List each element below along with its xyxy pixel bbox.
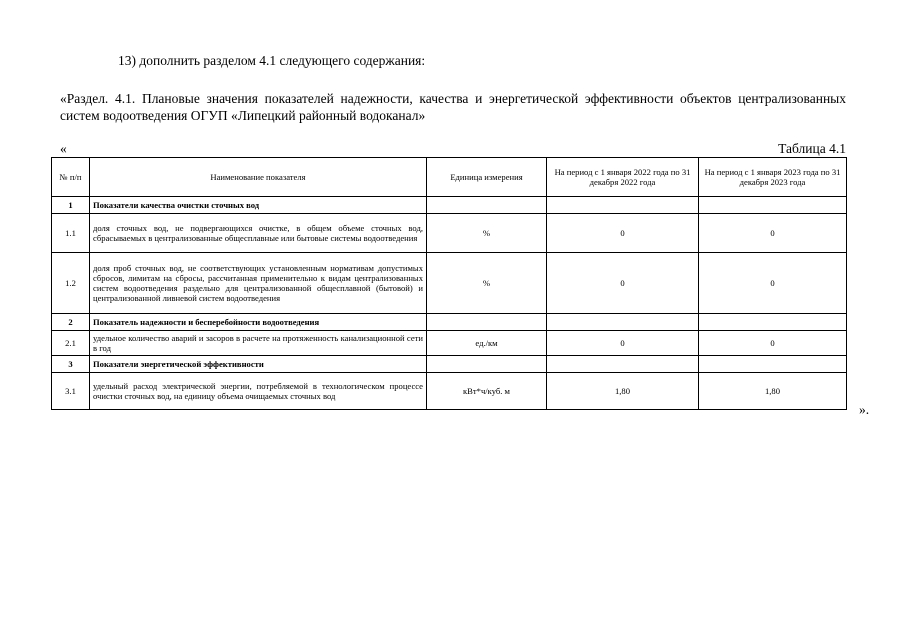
row-indicator: доля проб сточных вод, не соответствующих установленным нормативам допустимых сбросов, лимитам на сбросы, рассчитанная применительно к видам централизованных систем водоотведения раздельно для централизованной общесплавной (бытовой) и централизованной ливневой систем водоотведения bbox=[90, 253, 427, 314]
row-value-2023: 0 bbox=[699, 331, 847, 356]
row-value-2022: 0 bbox=[547, 214, 699, 253]
row-unit bbox=[427, 197, 547, 214]
row-unit: % bbox=[427, 253, 547, 314]
row-value-2023: 1,80 bbox=[699, 373, 847, 410]
row-number: 2 bbox=[52, 314, 90, 331]
col-header-period-2023: На период с 1 января 2023 года по 31 декабря 2023 года bbox=[699, 158, 847, 197]
table-row bbox=[52, 331, 847, 356]
row-number: 3.1 bbox=[52, 373, 90, 410]
col-header-period-2022: На период с 1 января 2022 года по 31 декабря 2022 года bbox=[547, 158, 699, 197]
row-unit bbox=[427, 356, 547, 373]
row-indicator: удельный расход электрической энергии, потребляемой в технологическом процессе очистки сточных вод, на единицу объема очищаемых сточных вод bbox=[90, 373, 427, 410]
row-value-2023: 0 bbox=[699, 253, 847, 314]
table-group-row bbox=[52, 197, 847, 214]
row-number: 2.1 bbox=[52, 331, 90, 356]
row-number: 1.2 bbox=[52, 253, 90, 314]
row-indicator: удельное количество аварий и засоров в расчете на протяженность канализационной сети в год bbox=[90, 331, 427, 356]
row-value-2022: 0 bbox=[547, 253, 699, 314]
row-indicator: Показатели качества очистки сточных вод bbox=[90, 197, 427, 214]
row-unit bbox=[427, 314, 547, 331]
row-unit: % bbox=[427, 214, 547, 253]
col-header-indicator: Наименование показателя bbox=[90, 158, 427, 197]
open-quote: « bbox=[60, 141, 67, 156]
close-quote: ». bbox=[859, 402, 870, 417]
col-header-number: № п/п bbox=[52, 158, 90, 197]
row-indicator: Показатели энергетической эффективности bbox=[90, 356, 427, 373]
table-row bbox=[52, 373, 847, 410]
row-value-2022: 0 bbox=[547, 331, 699, 356]
table-group-row bbox=[52, 356, 847, 373]
table-header-row bbox=[52, 158, 847, 197]
row-number: 3 bbox=[52, 356, 90, 373]
row-value-2023: 0 bbox=[699, 214, 847, 253]
table-caption: Таблица 4.1 bbox=[778, 141, 846, 156]
kpi-table bbox=[51, 157, 847, 410]
intro-text: 13) дополнить разделом 4.1 следующего содержания: bbox=[118, 53, 426, 68]
row-value-2022 bbox=[547, 197, 699, 214]
row-value-2023 bbox=[699, 314, 847, 331]
section-title: «Раздел. 4.1. Плановые значения показателей надежности, качества и энергетической эффективности объектов централизованных систем водоотведения ОГУП «Липецкий районный водоканал» bbox=[60, 91, 846, 123]
row-indicator: доля сточных вод, не подвергающихся очистке, в общем объеме сточных вод, сбрасываемых в централизованные общесплавные или бытовые системы водоотведения bbox=[90, 214, 427, 253]
row-value-2023 bbox=[699, 197, 847, 214]
row-unit: ед./км bbox=[427, 331, 547, 356]
row-unit: кВт*ч/куб. м bbox=[427, 373, 547, 410]
col-header-unit: Единица измерения bbox=[427, 158, 547, 197]
table-group-row bbox=[52, 314, 847, 331]
row-value-2022 bbox=[547, 356, 699, 373]
row-number: 1 bbox=[52, 197, 90, 214]
row-value-2022: 1,80 bbox=[547, 373, 699, 410]
table-row bbox=[52, 214, 847, 253]
row-indicator: Показатель надежности и бесперебойности водоотведения bbox=[90, 314, 427, 331]
table-row bbox=[52, 253, 847, 314]
row-value-2023 bbox=[699, 356, 847, 373]
row-value-2022 bbox=[547, 314, 699, 331]
row-number: 1.1 bbox=[52, 214, 90, 253]
